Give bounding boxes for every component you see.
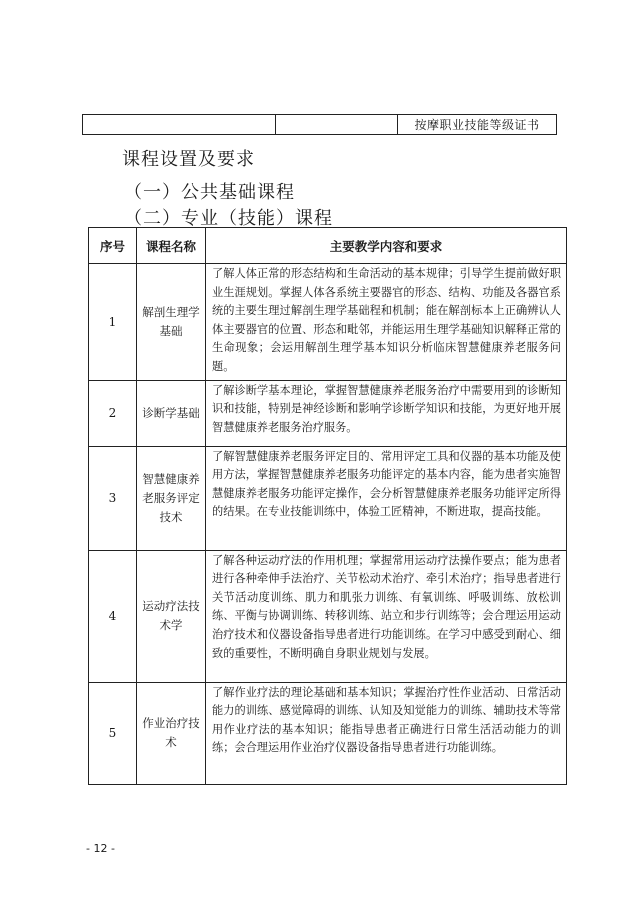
table-row	[89, 446, 567, 550]
page-number: - 12 -	[86, 842, 115, 855]
row-no: 4	[89, 550, 137, 682]
subsection-heading-professional: （二）专业（技能）课程	[124, 208, 333, 229]
course-table	[88, 227, 567, 785]
course-name: 智慧健康养老服务评定技术	[137, 446, 206, 550]
table-cell	[276, 115, 398, 135]
subsection-heading-public: （一）公共基础课程	[124, 182, 295, 203]
section-heading: 课程设置及要求	[122, 149, 255, 170]
course-name: 作业治疗技术	[137, 682, 206, 784]
course-name: 解剖生理学基础	[137, 264, 206, 381]
course-content: 了解各种运动疗法的作用机理；掌握常用运动疗法操作要点；能为患者进行各种牵伸手法治疗、关节松动术治疗、牵引术治疗；指导患者进行关节活动度训练、肌力和肌张力训练、有氧训练、呼吸训练、放松训练、平衡与协调训练、转移训练、站立和步行训练等；会合理运用运动治疗技术和仪器设备指导患者进行功能训练。在学习中感受到耐心、细致的重要性，不断明确自身职业规划与发展。	[206, 550, 567, 682]
header-no: 序号	[89, 228, 137, 264]
row-no: 5	[89, 682, 137, 784]
table-header-row	[89, 228, 567, 264]
table-row	[89, 550, 567, 682]
table-row	[83, 115, 557, 135]
table-cell	[83, 115, 276, 135]
course-name: 运动疗法技术学	[137, 550, 206, 682]
course-content: 了解诊断学基本理论，掌握智慧健康养老服务治疗中需要用到的诊断知识和技能，特别是神经诊断和影响学诊断学知识和技能，为更好地开展智慧健康养老服务治疗服务。	[206, 380, 567, 446]
course-content: 了解作业疗法的理论基础和基本知识；掌握治疗性作业活动、日常活动能力的训练、感觉障碍的训练、认知及知觉能力的训练、辅助技术等常用作业疗法的基本知识；能指导患者正确进行日常生活活动能力的训练；会合理运用作业治疗仪器设备指导患者进行功能训练。	[206, 682, 567, 784]
certificate-cell: 按摩职业技能等级证书	[398, 115, 557, 135]
table-row	[89, 682, 567, 784]
table-row	[89, 264, 567, 381]
row-no: 3	[89, 446, 137, 550]
table-row	[89, 380, 567, 446]
header-content: 主要教学内容和要求	[206, 228, 567, 264]
course-name: 诊断学基础	[137, 380, 206, 446]
course-content: 了解智慧健康养老服务评定目的、常用评定工具和仪器的基本功能及使用方法，掌握智慧健康养老服务功能评定的基本内容，能为患者实施智慧健康养老服务功能评定操作，会分析智慧健康养老服务功能评定所得的结果。在专业技能训练中，体验工匠精神，不断进取，提高技能。	[206, 446, 567, 550]
header-course-name: 课程名称	[137, 228, 206, 264]
course-content: 了解人体正常的形态结构和生命活动的基本规律；引导学生提前做好职业生涯规划。掌握人体各系统主要器官的形态、结构、功能及各器官系统的主要生理过解剖生理学基础程和机制；能在解剖标本上正确辨认人体主要器官的位置、形态和毗邻，并能运用生理学基础知识解释正常的生命现象；会运用解剖生理学基本知识分析临床智慧健康养老服务问题。	[206, 264, 567, 381]
row-no: 2	[89, 380, 137, 446]
previous-table-fragment	[82, 114, 557, 135]
row-no: 1	[89, 264, 137, 381]
